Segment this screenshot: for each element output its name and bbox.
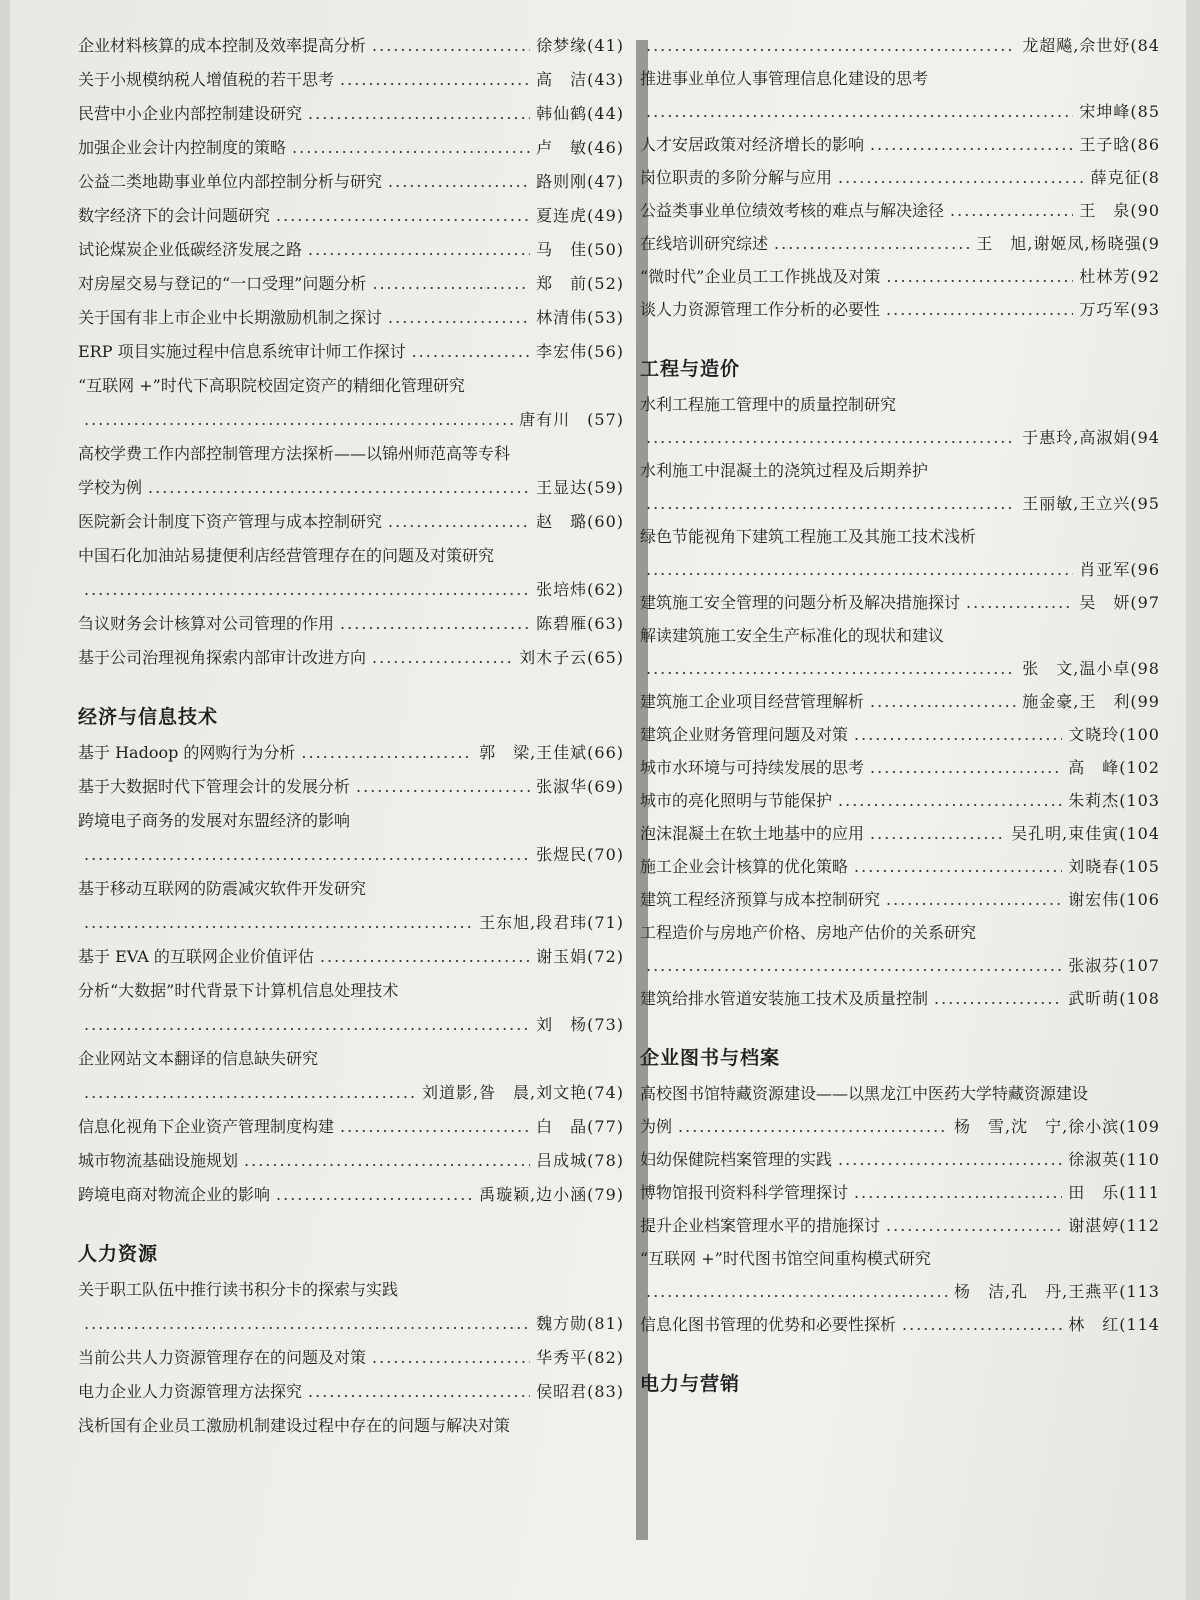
toc-entry [78,104,624,124]
toc-entry [78,777,624,797]
leader-dots [148,478,530,498]
entry-title: 基于 EVA 的互联网企业价值评估 [78,947,314,966]
entry-title: 关于小规模纳税人增值税的若干思考 [78,70,335,89]
leader-dots [646,560,1073,580]
leader-dots [886,267,1073,287]
toc-entry [78,614,624,634]
entry-author-page: 宋坤峰(85 [1079,102,1160,121]
toc-entry [640,69,1160,122]
entry-author-page: 路则刚(47) [536,172,624,191]
leader-dots [372,648,513,668]
leader-dots [886,890,1062,910]
entry-author-page: 万巧军(93 [1079,300,1160,319]
entry-author-page: 吕成城(78) [536,1151,624,1170]
entry-author-page: 魏方勋(81) [536,1314,624,1333]
entry-author-page: 高 洁(43) [536,70,624,89]
entry-title: 提升企业档案管理水平的措施探讨 [640,1216,881,1235]
toc-entry [640,758,1160,778]
leader-dots [902,1315,1062,1335]
section-heading: 人力资源 [78,1243,159,1265]
toc-entry [640,395,1160,448]
entry-author-page: 朱莉杰(103 [1068,791,1160,810]
toc-entry [640,692,1160,712]
entry-title: 基于公司治理视角探索内部审计改进方向 [78,648,367,667]
leader-dots [244,1151,530,1171]
leader-dots [838,1150,1062,1170]
toc-entry [78,981,624,1035]
leader-dots [340,1117,530,1137]
toc-entry [78,648,624,668]
entry-author-page: 夏连虎(49) [536,206,624,225]
entry-author-page: 郑 前(52) [536,274,624,293]
entry-title: 中国石化加油站易捷便利店经营管理存在的问题及对策研究 [78,546,495,565]
entry-author-page: 禹璇颖,边小涵(79) [479,1185,624,1204]
entry-author-page: 白 晶(77) [536,1117,624,1136]
entry-author-page: 高 峰(102 [1068,758,1160,777]
leader-dots [886,1216,1062,1236]
toc-entry [640,725,1160,745]
entry-title: 建筑工程经济预算与成本控制研究 [640,890,881,909]
entry-title: “互联网 +”时代下高职院校固定资产的精细化管理研究 [78,376,465,395]
toc-entry [78,172,624,192]
entry-title: 水利施工中混凝土的浇筑过程及后期养护 [640,461,929,480]
entry-title: 信息化图书管理的优势和必要性探析 [640,1315,897,1334]
entry-author-page: 华秀平(82) [536,1348,624,1367]
leader-dots [870,758,1062,778]
entry-author-page: 赵 璐(60) [536,512,624,531]
toc-entry [78,274,624,294]
toc-entry [78,546,624,600]
entry-author-page: 刘晓春(105 [1068,857,1160,876]
entry-title: 妇幼保健院档案管理的实践 [640,1150,833,1169]
entry-title: 电力企业人力资源管理方法探究 [78,1382,303,1401]
entry-author-page: 刘木子云(65) [519,648,624,667]
entry-author-page: 谢湛婷(112 [1068,1216,1160,1235]
leader-dots [646,36,1016,56]
entry-author-page: 薛克征(8 [1090,168,1160,187]
entry-author-page: 马 佳(50) [536,240,624,259]
entry-author-page: 龙超飚,佘世妤(84 [1022,36,1160,55]
entry-author-page: 张煜民(70) [536,845,624,864]
entry-title: 推进事业单位人事管理信息化建设的思考 [640,69,929,88]
toc-entry [78,1382,624,1402]
entry-title: 当前公共人力资源管理存在的问题及对策 [78,1348,367,1367]
entry-title: ERP 项目实施过程中信息系统审计师工作探讨 [78,342,406,361]
section-heading: 工程与造价 [640,358,741,380]
entry-title: 刍议财务会计核算对公司管理的作用 [78,614,335,633]
entry-author-page: 谢宏伟(106 [1068,890,1160,909]
entry-author-page: 郭 梁,王佳斌(66) [479,743,624,762]
entry-title: 对房屋交易与登记的“一口受理”问题分析 [78,274,367,293]
entry-author-page: 肖亚军(96 [1079,560,1160,579]
entry-title: 城市水环境与可持续发展的思考 [640,758,865,777]
toc-entry [78,308,624,328]
entry-author-page: 张培炜(62) [536,580,624,599]
leader-dots [308,240,530,260]
leader-dots [292,138,530,158]
leader-dots [966,593,1073,613]
entry-author-page: 韩仙鹤(44) [536,104,624,123]
entry-title: 绿色节能视角下建筑工程施工及其施工技术浅析 [640,527,977,546]
entry-author-page: 张 文,温小卓(98 [1022,659,1160,678]
entry-title: 试论煤炭企业低碳经济发展之路 [78,240,303,259]
leader-dots [870,692,1016,712]
toc-entry [640,824,1160,844]
toc-entry [640,1216,1160,1236]
entry-title: 高校图书馆特藏资源建设——以黑龙江中医药大学特藏资源建设 [640,1084,1089,1103]
leader-dots [886,300,1073,320]
entry-title: 数字经济下的会计问题研究 [78,206,271,225]
entry-author-page: 谢玉娟(72) [536,947,624,966]
toc-entry [78,138,624,158]
entry-title: 跨境电子商务的发展对东盟经济的影响 [78,811,351,830]
entry-title: 关于国有非上市企业中长期激励机制之探讨 [78,308,383,327]
entry-title: 施工企业会计核算的优化策略 [640,857,849,876]
entry-title: “互联网 +”时代图书馆空间重构模式研究 [640,1249,931,1268]
entry-title: 基于移动互联网的防震减灾软件开发研究 [78,879,367,898]
entry-title: 基于大数据时代下管理会计的发展分析 [78,777,351,796]
toc-entry [640,267,1160,287]
left-column [78,36,624,1560]
toc-entry [78,512,624,532]
toc-entry [640,923,1160,976]
leader-dots [388,172,530,192]
entry-title: 跨境电商对物流企业的影响 [78,1185,271,1204]
entry-title: 城市物流基础设施规划 [78,1151,239,1170]
toc-entry [640,989,1160,1009]
section-heading: 电力与营销 [640,1373,741,1395]
entry-title: 岗位职责的多阶分解与应用 [640,168,833,187]
toc-entry [78,879,624,933]
leader-dots [340,70,530,90]
leader-dots [412,342,531,362]
entry-title: “微时代”企业员工工作挑战及对策 [640,267,881,286]
entry-author-page: 王 旭,谢姬凤,杨晓强(9 [976,234,1160,253]
leader-dots [84,410,513,430]
leader-dots [84,1015,530,1035]
toc-entry [78,1348,624,1368]
entry-author-page: 王显达(59) [536,478,624,497]
toc-entry [78,206,624,226]
entry-title-continued: 为例 [640,1117,673,1136]
magazine-page [10,0,1186,1600]
leader-dots [308,104,530,124]
entry-title: 浅析国有企业员工激励机制建设过程中存在的问题与解决对策 [78,1416,511,1435]
leader-dots [854,857,1062,877]
leader-dots [372,274,530,294]
leader-dots [301,743,473,763]
entry-title: 关于职工队伍中推行读书积分卡的探索与实践 [78,1280,399,1299]
entry-title: 工程造价与房地产价格、房地产估价的关系研究 [640,923,977,942]
leader-dots [372,36,530,56]
entry-author-page: 王子晗(86 [1079,135,1160,154]
toc-entry [78,1151,624,1171]
leader-dots [774,234,970,254]
leader-dots [276,206,530,226]
entry-title: 加强企业会计内控制度的策略 [78,138,287,157]
toc-entry [78,947,624,967]
leader-dots [356,777,530,797]
toc-entry [640,890,1160,910]
leader-dots [646,659,1016,679]
leader-dots [84,1083,416,1103]
entry-author-page: 于惠玲,高淑娟(94 [1022,428,1160,447]
toc-entry [640,135,1160,155]
entry-author-page: 文晓玲(100 [1068,725,1160,744]
toc-entry [640,791,1160,811]
entry-title: 信息化视角下企业资产管理制度构建 [78,1117,335,1136]
toc-entry [640,168,1160,188]
toc-entry [78,1185,624,1205]
entry-title: 高校学费工作内部控制管理方法探析——以锦州师范高等专科 [78,444,511,463]
leader-dots [870,824,1005,844]
leader-dots [388,308,530,328]
entry-author-page: 吴孔明,束佳寅(104 [1011,824,1160,843]
toc-entry [640,1084,1160,1137]
entry-author-page: 卢 敏(46) [536,138,624,157]
leader-dots [84,580,530,600]
entry-author-page: 刘道影,昝 晨,刘文艳(74) [421,1083,624,1102]
leader-dots [838,168,1085,188]
toc-entry [640,1249,1160,1302]
toc-entry [640,1183,1160,1203]
toc-entry [640,36,1160,56]
leader-dots [934,989,1062,1009]
toc-entry [78,811,624,865]
toc-entry [640,857,1160,877]
toc-entry [640,300,1160,320]
toc-entry [640,1150,1160,1170]
toc-entry [78,240,624,260]
entry-title: 城市的亮化照明与节能保护 [640,791,833,810]
entry-title: 谈人力资源管理工作分析的必要性 [640,300,881,319]
entry-title: 基于 Hadoop 的网购行为分析 [78,743,296,762]
entry-title: 水利工程施工管理中的质量控制研究 [640,395,897,414]
leader-dots [870,135,1073,155]
entry-author-page: 刘 杨(73) [536,1015,624,1034]
toc-entry [640,527,1160,580]
entry-title: 企业网站文本翻译的信息缺失研究 [78,1049,319,1068]
leader-dots [854,725,1062,745]
leader-dots [84,913,473,933]
leader-dots [838,791,1062,811]
entry-title: 解读建筑施工安全生产标准化的现状和建议 [640,626,945,645]
entry-author-page: 张淑芬(107 [1068,956,1160,975]
toc-entry [640,234,1160,254]
toc-entry [640,1315,1160,1335]
leader-dots [84,1314,530,1334]
entry-title-continued: 学校为例 [78,478,143,497]
entry-title: 民营中小企业内部控制建设研究 [78,104,303,123]
entry-title: 企业材料核算的成本控制及效率提高分析 [78,36,367,55]
entry-author-page: 杜林芳(92 [1079,267,1160,286]
entry-author-page: 唐有川 (57) [519,410,624,429]
leader-dots [372,1348,530,1368]
leader-dots [308,1382,530,1402]
section-heading: 经济与信息技术 [78,706,219,728]
leader-dots [646,102,1073,122]
right-column [640,36,1160,1560]
entry-title: 公益类事业单位绩效考核的难点与解决途径 [640,201,945,220]
entry-title: 建筑企业财务管理问题及对策 [640,725,849,744]
entry-author-page: 王东旭,段君玮(71) [479,913,624,932]
toc-entry [78,342,624,362]
entry-author-page: 徐淑英(110 [1068,1150,1160,1169]
leader-dots [646,494,1016,514]
entry-title: 建筑施工安全管理的问题分析及解决措施探讨 [640,593,961,612]
entry-author-page: 侯昭君(83) [536,1382,624,1401]
leader-dots [646,1282,948,1302]
toc-entry [78,376,624,430]
entry-author-page: 施金豪,王 利(99 [1022,692,1160,711]
leader-dots [340,614,530,634]
entry-title: 分析“大数据”时代背景下计算机信息处理技术 [78,981,399,1000]
entry-author-page: 林清伟(53) [536,308,624,327]
leader-dots [320,947,530,967]
leader-dots [950,201,1073,221]
entry-author-page: 张淑华(69) [536,777,624,796]
leader-dots [646,428,1016,448]
entry-author-page: 林 红(114 [1068,1315,1160,1334]
entry-author-page: 李宏伟(56) [536,342,624,361]
leader-dots [854,1183,1062,1203]
entry-title: 博物馆报刊资料科学管理探讨 [640,1183,849,1202]
entry-author-page: 王丽敏,王立兴(95 [1022,494,1160,513]
leader-dots [388,512,530,532]
toc-entry [78,70,624,90]
toc-entry [78,1416,624,1436]
toc-entry [640,201,1160,221]
entry-author-page: 陈碧雁(63) [536,614,624,633]
toc-entry [78,36,624,56]
section-heading: 企业图书与档案 [640,1047,781,1069]
entry-title: 人才安居政策对经济增长的影响 [640,135,865,154]
entry-author-page: 吴 妍(97 [1079,593,1160,612]
entry-title: 泡沫混凝土在软土地基中的应用 [640,824,865,843]
entry-title: 医院新会计制度下资产管理与成本控制研究 [78,512,383,531]
entry-author-page: 武昕萌(108 [1068,989,1160,1008]
toc-entry [78,1280,624,1334]
entry-title: 建筑施工企业项目经营管理解析 [640,692,865,711]
toc-entry [78,743,624,763]
toc-entry [640,461,1160,514]
entry-author-page: 王 泉(90 [1079,201,1160,220]
toc-entry [78,444,624,498]
toc-entry [78,1117,624,1137]
entry-title: 公益二类地勘事业单位内部控制分析与研究 [78,172,383,191]
entry-author-page: 杨 洁,孔 丹,王燕平(113 [954,1282,1160,1301]
leader-dots [678,1117,948,1137]
toc-entry [640,626,1160,679]
entry-author-page: 杨 雪,沈 宁,徐小滨(109 [954,1117,1160,1136]
entry-author-page: 田 乐(111 [1068,1183,1160,1202]
leader-dots [276,1185,473,1205]
toc-entry [640,593,1160,613]
leader-dots [646,956,1062,976]
toc-entry [78,1049,624,1103]
leader-dots [84,845,530,865]
entry-title: 在线培训研究综述 [640,234,769,253]
entry-author-page: 徐梦缘(41) [536,36,624,55]
entry-title: 建筑给排水管道安装施工技术及质量控制 [640,989,929,1008]
